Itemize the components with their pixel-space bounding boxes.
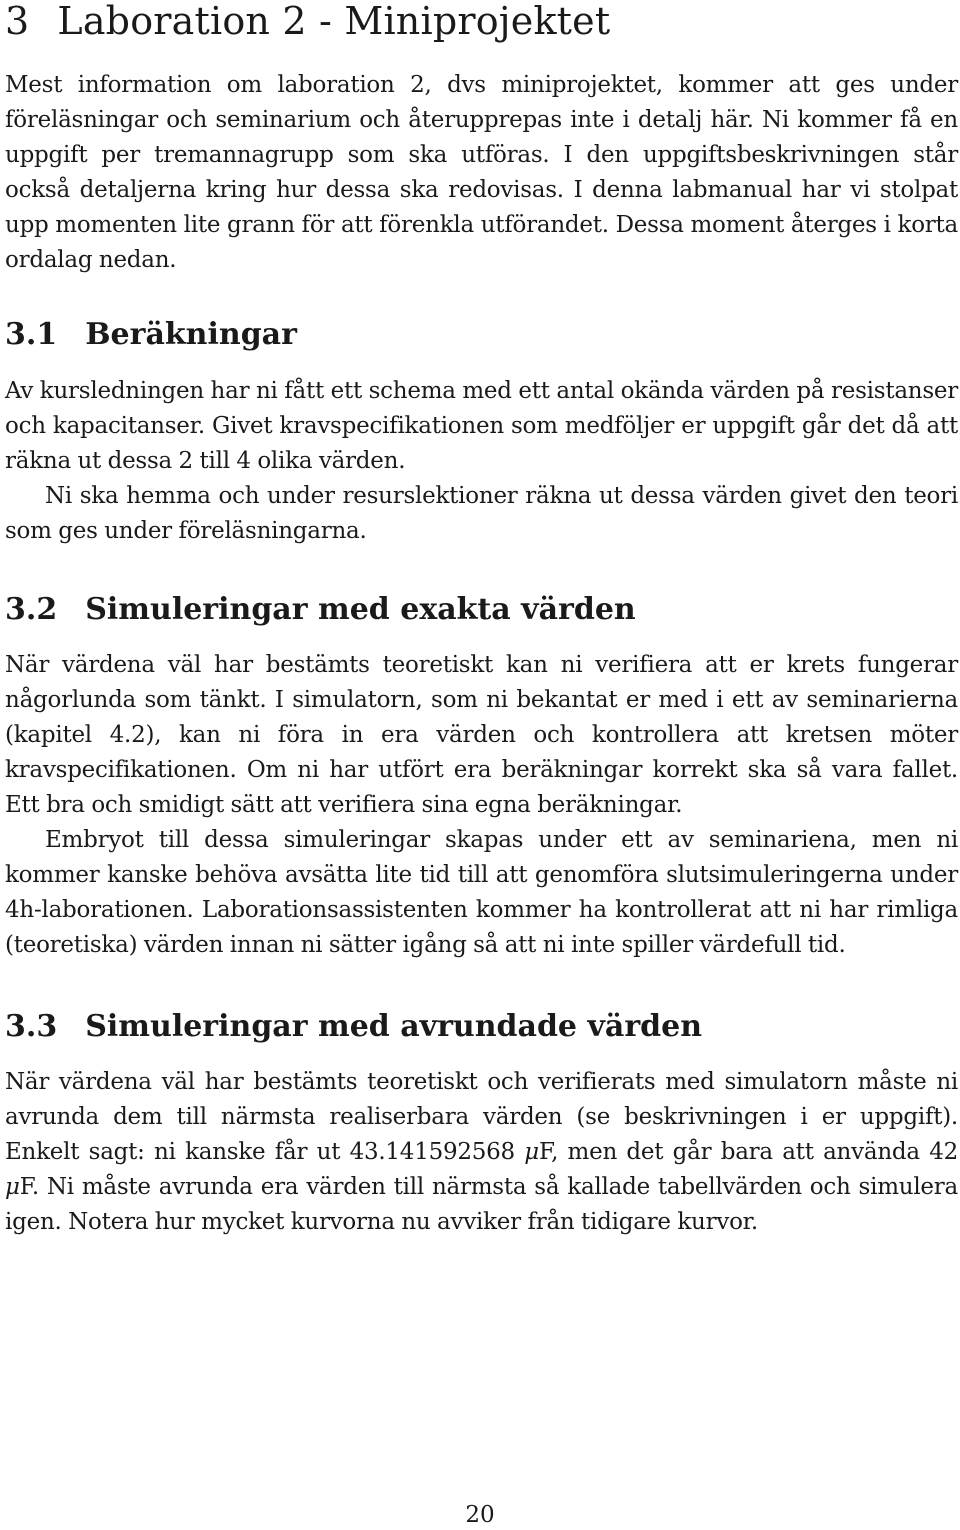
- section-heading-3-3: [5, 1009, 958, 1045]
- section-number: 3.1: [5, 317, 58, 352]
- section-3-1-paragraph-1: Av kursledningen har ni fått ett schema med ett antal okända värden på resistanser och kapacitanser. Givet kravspecifikationen som medföljer er uppgift går det då att räkna ut dessa 2 till 4 olika värden.: [5, 378, 958, 474]
- section-number: 3.3: [5, 1009, 58, 1044]
- page-number: 20: [465, 1502, 495, 1528]
- section-title: Simuleringar med avrundade värden: [85, 1009, 703, 1044]
- paragraph-text: F. Ni måste avrunda era värden till närmsta så kallade tabellvärden och simulera igen. Notera hur mycket kurvorna nu avviker från tidigare kurvor.: [5, 1174, 958, 1235]
- document-page: [5, 0, 958, 1240]
- section-3-3-paragraph-1: [5, 1065, 958, 1240]
- chapter-title: Laboration 2 - Miniprojektet: [57, 0, 611, 43]
- section-3-1-paragraph-2: Ni ska hemma och under resurslektioner räkna ut dessa värden givet den teori som ges under föreläsningarna.: [5, 483, 958, 544]
- section-heading-3-2: [5, 592, 958, 628]
- chapter-heading: [5, 0, 958, 43]
- chapter-intro-paragraph: Mest information om laboration 2, dvs miniprojektet, kommer att ges under föreläsningar och seminarium och återupprepas inte i detalj här. Ni kommer få en uppgift per tremannagrupp som ska utföras. I den uppgiftsbeskrivningen står också detaljerna kring hur dessa ska redovisas. I denna labmanual har vi stolpat upp momenten lite grann för att förenkla utförandet. Dessa moment återges i korta ordalag nedan.: [5, 72, 958, 273]
- section-3-2-paragraph-1: När värdena väl har bestämts teoretiskt kan ni verifiera att er krets fungerar någorlunda som tänkt. I simulatorn, som ni bekantat er med i ett av seminarierna (kapitel 4.2), kan ni föra in era värden och kontrollera att kretsen möter kravspecifikationen. Om ni har utfört era beräkningar korrekt ska så vara fallet. Ett bra och smidigt sätt att verifiera sina egna beräkningar.: [5, 652, 958, 818]
- paragraph-text: När värdena väl har bestämts teoretiskt och verifierats med simulatorn måste ni avrunda dem till närmsta realiserbara värden (se beskrivningen i er uppgift). Enkelt sagt: ni kanske får ut 43.141592568: [5, 1069, 958, 1165]
- micro-symbol: μ: [524, 1139, 539, 1165]
- paragraph-text: F, men det går bara att använda 42: [538, 1139, 958, 1165]
- section-heading-3-1: [5, 317, 958, 353]
- section-title: Beräkningar: [85, 317, 297, 352]
- section-number: 3.2: [5, 592, 58, 627]
- micro-symbol: μ: [5, 1174, 20, 1200]
- chapter-number: 3: [5, 0, 30, 43]
- section-title: Simuleringar med exakta värden: [85, 592, 636, 627]
- section-3-2-paragraph-2: Embryot till dessa simuleringar skapas under ett av seminariena, men ni kommer kanske behöva avsätta lite tid till att genomföra slutsimuleringerna under 4h-laborationen. Laborationsassistenten kommer ha kontrollerat att ni har rimliga (teoretiska) värden innan ni sätter igång så att ni inte spiller värdefull tid.: [5, 827, 958, 958]
